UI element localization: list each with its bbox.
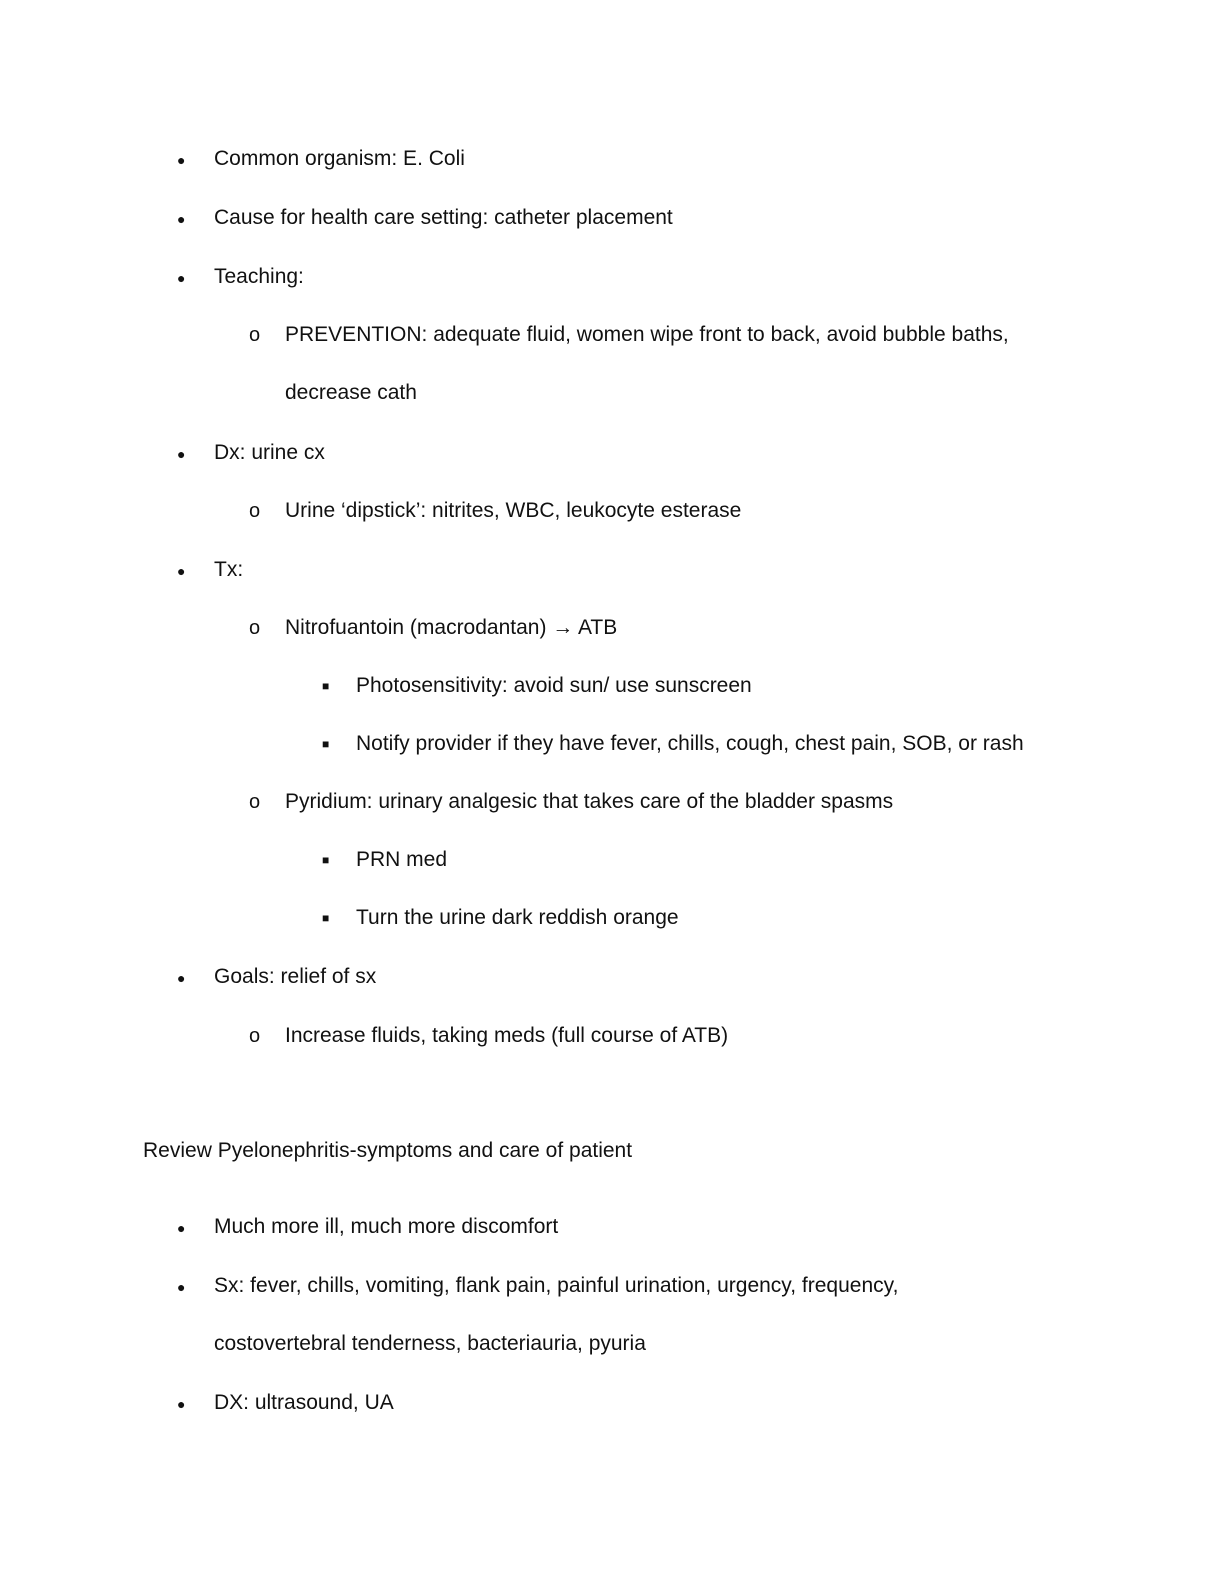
list-item-continuation: costovertebral tenderness, bacteriauria, pyuria — [214, 1332, 646, 1355]
list-item: Nitrofuantoin (macrodantan) → ATB — [285, 616, 618, 639]
list-item: Much more ill, much more discomfort — [214, 1215, 559, 1238]
list-item: Urine ‘dipstick’: nitrites, WBC, leukocyte esterase — [285, 499, 742, 522]
list-item: Tx: — [214, 558, 244, 581]
sub-bullet-marker: o — [249, 791, 261, 813]
section-heading: Review Pyelonephritis-symptoms and care of patient — [143, 1139, 633, 1162]
bullet-marker: ● — [177, 152, 186, 168]
list-item: Common organism: E. Coli — [214, 147, 465, 170]
square-bullet-marker: ■ — [322, 911, 330, 925]
list-item: Notify provider if they have fever, chills, cough, chest pain, SOB, or rash — [356, 732, 1024, 755]
list-item: DX: ultrasound, UA — [214, 1391, 394, 1414]
square-bullet-marker: ■ — [322, 679, 330, 693]
list-item: Photosensitivity: avoid sun/ use sunscreen — [356, 674, 752, 697]
bullet-marker: ● — [177, 270, 186, 286]
list-item: Sx: fever, chills, vomiting, flank pain, painful urination, urgency, frequency, — [214, 1274, 899, 1297]
bullet-marker: ● — [177, 446, 186, 462]
list-item: Cause for health care setting: catheter placement — [214, 206, 673, 229]
square-bullet-marker: ■ — [322, 737, 330, 751]
bullet-marker: ● — [177, 211, 186, 227]
sub-bullet-marker: o — [249, 500, 261, 522]
bullet-marker: ● — [177, 1279, 186, 1295]
bullet-marker: ● — [177, 563, 186, 579]
list-item: Pyridium: urinary analgesic that takes care of the bladder spasms — [285, 790, 894, 813]
list-item: Goals: relief of sx — [214, 965, 377, 988]
list-item: Turn the urine dark reddish orange — [356, 906, 679, 929]
bullet-marker: ● — [177, 1220, 186, 1236]
square-bullet-marker: ■ — [322, 853, 330, 867]
sub-bullet-marker: o — [249, 1025, 261, 1047]
list-item-continuation: decrease cath — [285, 381, 417, 404]
sub-bullet-marker: o — [249, 324, 261, 346]
list-item: PREVENTION: adequate fluid, women wipe front to back, avoid bubble baths, — [285, 323, 1009, 346]
list-item: Dx: urine cx — [214, 441, 325, 464]
list-item: Increase fluids, taking meds (full course of ATB) — [285, 1024, 729, 1047]
sub-bullet-marker: o — [249, 617, 261, 639]
list-item: Teaching: — [214, 265, 304, 288]
bullet-marker: ● — [177, 970, 186, 986]
bullet-marker: ● — [177, 1396, 186, 1412]
list-item: PRN med — [356, 848, 448, 871]
